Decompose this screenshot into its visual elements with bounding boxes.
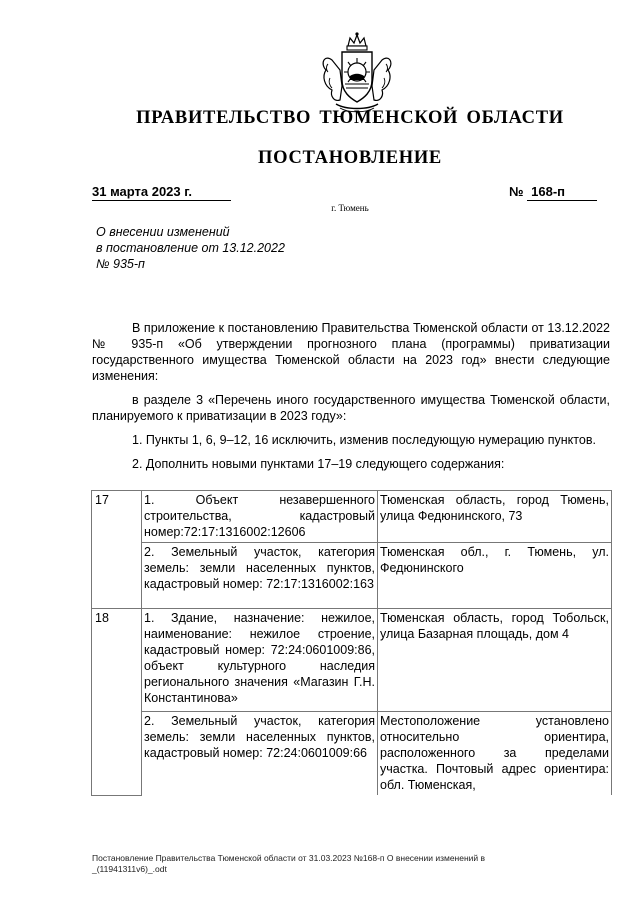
document-footer	[92, 853, 485, 875]
subject-line: № 935-п	[96, 257, 145, 271]
body-paragraph: 1. Пункты 1, 6, 9–12, 16 исключить, изменив последующую нумерацию пунктов.	[132, 433, 596, 447]
table-row	[92, 712, 612, 796]
decree-number: 168-п	[527, 184, 597, 201]
decree-subject	[96, 224, 285, 272]
object-cell: 1. Объект незавершенного строительства, кадастровый номер:72:17:1316002:12606	[142, 491, 378, 543]
decree-number-block	[509, 184, 597, 201]
subject-line: О внесении изменений	[96, 225, 230, 239]
object-cell: 2. Земельный участок, категория земель: земли населенных пунктов, кадастровый номер: 72:24:0601009:66	[142, 712, 378, 796]
coat-of-arms-icon	[314, 30, 400, 116]
footer-line: Постановление Правительства Тюменской области от 31.03.2023 №168-п О внесении изменений в	[92, 853, 486, 863]
item-number: 17	[92, 491, 142, 609]
city: г. Тюмень	[331, 203, 369, 213]
location-cell: Местоположение установлено относительно ориентира, расположенного за пределами участка. Почтовый адрес ориентира: обл. Тюменская,	[378, 712, 612, 796]
document-type: ПОСТАНОВЛЕНИЕ	[258, 148, 442, 168]
government-title: ПРАВИТЕЛЬСТВО ТЮМЕНСКОЙ ОБЛАСТИ	[136, 108, 564, 128]
subject-line: в постановление от 13.12.2022	[96, 241, 285, 255]
object-cell: 2. Земельный участок, категория земель: земли населенных пунктов, кадастровый номер: 72:17:1316002:163	[142, 543, 378, 609]
item-number: 18	[92, 609, 142, 796]
decree-date: 31 марта 2023 г.	[92, 184, 231, 201]
property-table	[91, 490, 612, 796]
footer-line: _(11941311v6)_.odt	[92, 864, 167, 874]
table-row	[92, 543, 612, 609]
object-cell: 1. Здание, назначение: нежилое, наименование: нежилое строение, кадастровый номер: 72:24:0601009:86, объект культурного наследия регионального значения «Магазин Г.Н. Константинова»	[142, 609, 378, 712]
body-paragraph: В приложение к постановлению Правительства Тюменской области от 13.12.2022 № 935-п «Об утверждении прогнозного плана (программы) приватизации государственного имущества Тюменской области на 2023 год» внести следующие изменения:	[92, 321, 610, 383]
decree-body	[92, 320, 610, 472]
table-row	[92, 491, 612, 543]
location-cell: Тюменская обл., г. Тюмень, ул. Федюнинского	[378, 543, 612, 609]
table-row	[92, 609, 612, 712]
location-cell: Тюменская область, город Тобольск, улица Базарная площадь, дом 4	[378, 609, 612, 712]
body-paragraph: в разделе 3 «Перечень иного государственного имущества Тюменской области, планируемого к приватизации в 2023 году»:	[92, 393, 610, 423]
number-sign: №	[509, 184, 524, 199]
body-paragraph: 2. Дополнить новыми пунктами 17–19 следующего содержания:	[132, 457, 505, 471]
location-cell: Тюменская область, город Тюмень, улица Федюнинского, 73	[378, 491, 612, 543]
